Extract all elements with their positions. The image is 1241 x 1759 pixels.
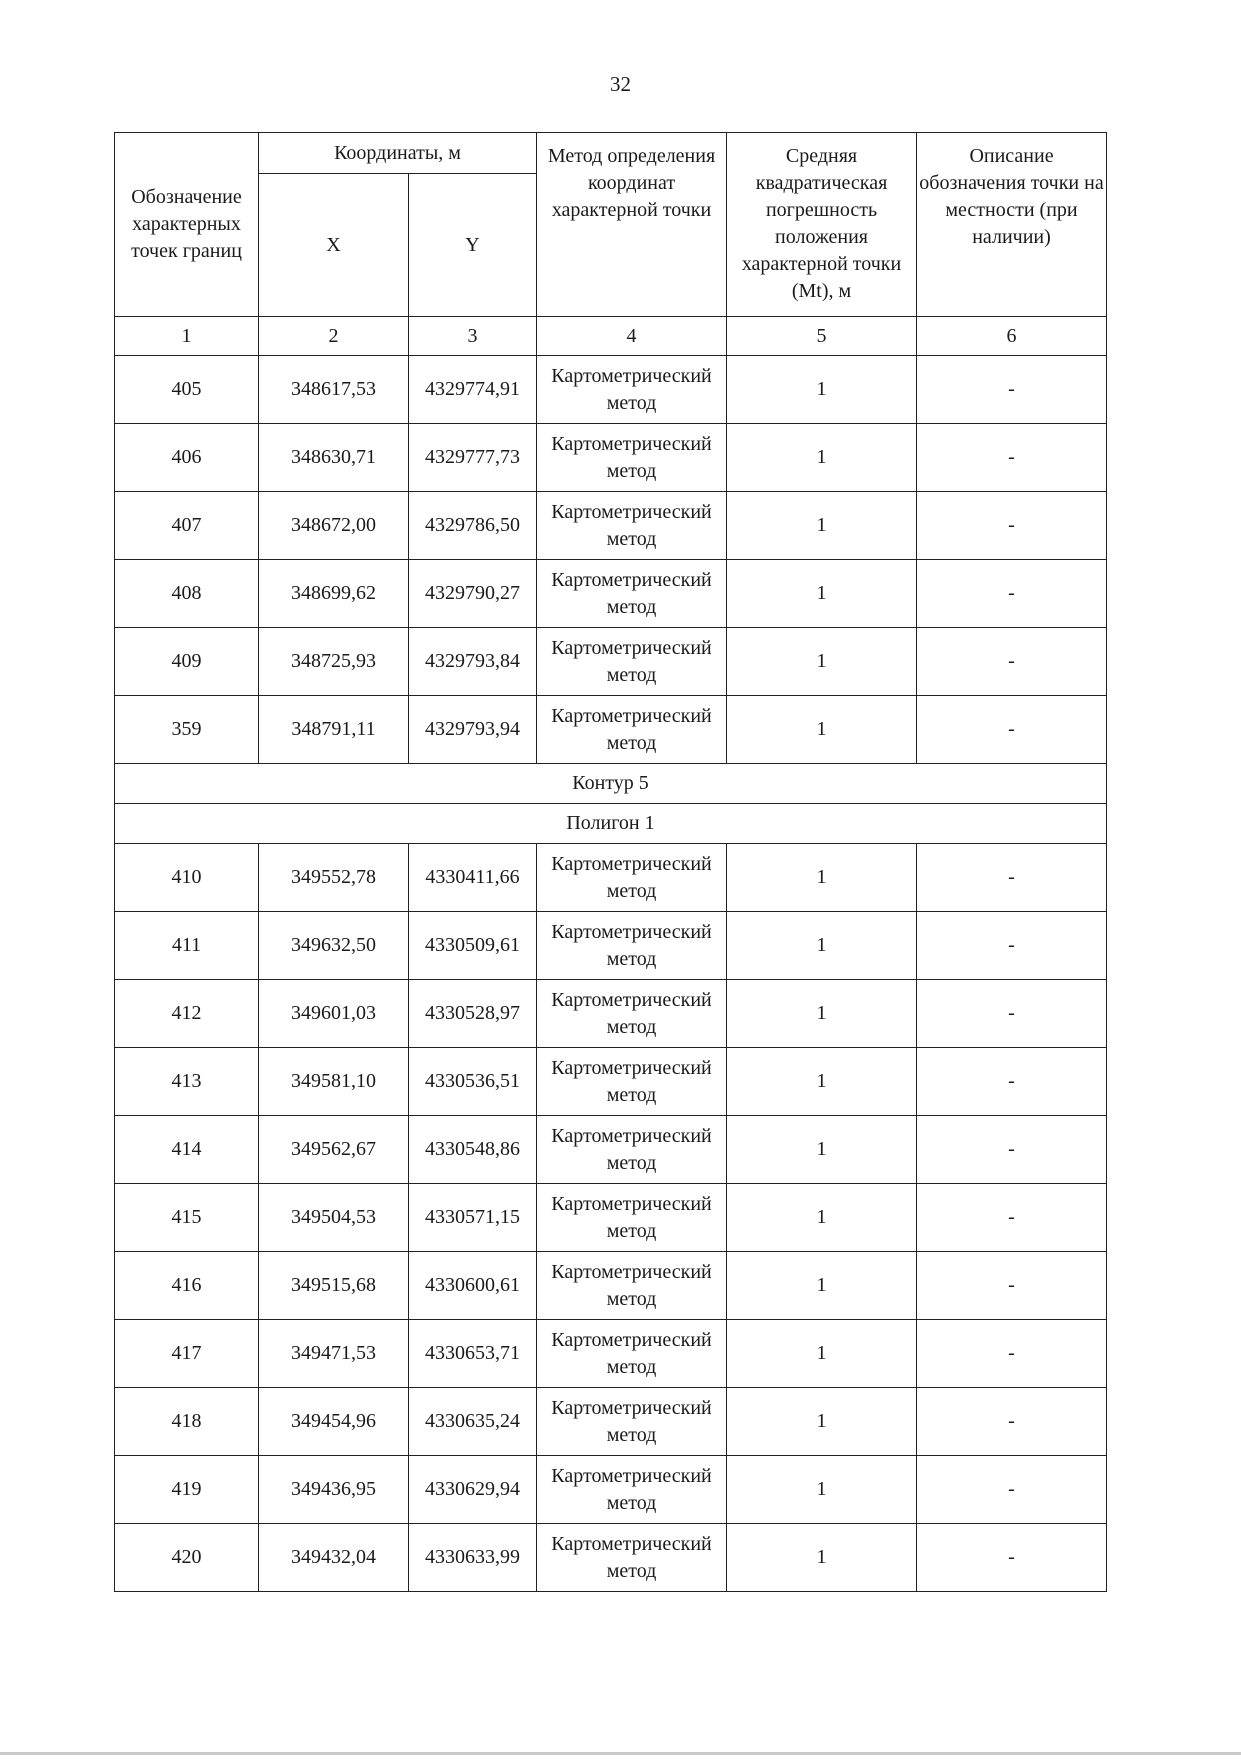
method-cell xyxy=(537,1116,727,1184)
point-number-cell: 420 xyxy=(115,1524,259,1592)
x-coordinate-cell: 349632,50 xyxy=(259,912,409,980)
method-line1: Картометрический xyxy=(551,1532,712,1555)
polygon-row xyxy=(115,804,1107,844)
error-cell: 1 xyxy=(727,696,917,764)
method-cell xyxy=(537,1252,727,1320)
x-coordinate-cell: 348791,11 xyxy=(259,696,409,764)
x-coordinate-cell: 349471,53 xyxy=(259,1320,409,1388)
error-cell: 1 xyxy=(727,1048,917,1116)
x-coordinate-cell: 349515,68 xyxy=(259,1252,409,1320)
y-coordinate-cell: 4330635,24 xyxy=(409,1388,537,1456)
table-section-labels xyxy=(115,764,1107,844)
method-cell xyxy=(537,628,727,696)
description-cell: - xyxy=(917,980,1107,1048)
point-number-cell: 415 xyxy=(115,1184,259,1252)
point-number-cell: 417 xyxy=(115,1320,259,1388)
point-number-cell: 406 xyxy=(115,424,259,492)
description-cell: - xyxy=(917,1116,1107,1184)
table-row xyxy=(115,1048,1107,1116)
description-cell: - xyxy=(917,1456,1107,1524)
y-coordinate-cell: 4329793,94 xyxy=(409,696,537,764)
y-coordinate-cell: 4329774,91 xyxy=(409,356,537,424)
method-line1: Картометрический xyxy=(551,1260,712,1283)
y-coordinate-cell: 4330528,97 xyxy=(409,980,537,1048)
x-coordinate-cell: 349552,78 xyxy=(259,844,409,912)
point-number-cell: 412 xyxy=(115,980,259,1048)
method-line2: метод xyxy=(606,391,657,414)
header-mean-square-error: Средняя квадратическая погрешность положения характерной точки (Mt), м xyxy=(727,133,917,317)
y-coordinate-cell: 4330600,61 xyxy=(409,1252,537,1320)
description-cell: - xyxy=(917,1524,1107,1592)
method-cell xyxy=(537,356,727,424)
description-cell: - xyxy=(917,912,1107,980)
y-coordinate-cell: 4330653,71 xyxy=(409,1320,537,1388)
method-line2: метод xyxy=(606,1559,657,1582)
point-number-cell: 414 xyxy=(115,1116,259,1184)
method-line1: Картометрический xyxy=(551,432,712,455)
method-cell xyxy=(537,1048,727,1116)
table-row xyxy=(115,696,1107,764)
table-row xyxy=(115,912,1107,980)
method-line1: Картометрический xyxy=(551,636,712,659)
y-coordinate-cell: 4330633,99 xyxy=(409,1524,537,1592)
method-line2: метод xyxy=(606,1491,657,1514)
description-cell: - xyxy=(917,628,1107,696)
error-cell: 1 xyxy=(727,980,917,1048)
error-cell: 1 xyxy=(727,1320,917,1388)
table-row xyxy=(115,844,1107,912)
point-number-cell: 407 xyxy=(115,492,259,560)
column-number: 1 xyxy=(115,317,259,356)
method-cell xyxy=(537,1184,727,1252)
column-numbers-row xyxy=(115,317,1107,356)
table-row xyxy=(115,560,1107,628)
method-line2: метод xyxy=(606,1423,657,1446)
description-cell: - xyxy=(917,424,1107,492)
error-cell: 1 xyxy=(727,1456,917,1524)
method-cell xyxy=(537,560,727,628)
method-line1: Картометрический xyxy=(551,1192,712,1215)
description-cell: - xyxy=(917,1048,1107,1116)
description-cell: - xyxy=(917,696,1107,764)
method-line1: Картометрический xyxy=(551,1396,712,1419)
method-line1: Картометрический xyxy=(551,852,712,875)
y-coordinate-cell: 4330548,86 xyxy=(409,1116,537,1184)
x-coordinate-cell: 348725,93 xyxy=(259,628,409,696)
x-coordinate-cell: 348672,00 xyxy=(259,492,409,560)
column-number: 3 xyxy=(409,317,537,356)
y-coordinate-cell: 4330536,51 xyxy=(409,1048,537,1116)
method-line2: метод xyxy=(606,1151,657,1174)
method-line2: метод xyxy=(606,663,657,686)
description-cell: - xyxy=(917,1320,1107,1388)
table-row xyxy=(115,492,1107,560)
y-coordinate-cell: 4329786,50 xyxy=(409,492,537,560)
method-cell xyxy=(537,1388,727,1456)
y-coordinate-cell: 4330411,66 xyxy=(409,844,537,912)
method-cell xyxy=(537,980,727,1048)
header-point-description: Описание обозначения точки на местности (при наличии) xyxy=(917,133,1107,317)
column-number: 2 xyxy=(259,317,409,356)
method-cell xyxy=(537,912,727,980)
table-body-part1 xyxy=(115,356,1107,764)
error-cell: 1 xyxy=(727,1116,917,1184)
point-number-cell: 409 xyxy=(115,628,259,696)
column-number: 5 xyxy=(727,317,917,356)
method-line1: Картометрический xyxy=(551,568,712,591)
description-cell: - xyxy=(917,1184,1107,1252)
point-number-cell: 418 xyxy=(115,1388,259,1456)
description-cell: - xyxy=(917,560,1107,628)
point-number-cell: 413 xyxy=(115,1048,259,1116)
point-number-cell: 408 xyxy=(115,560,259,628)
header-point-designation: Обозначение характерных точек границ xyxy=(115,133,259,317)
method-cell xyxy=(537,696,727,764)
method-cell xyxy=(537,492,727,560)
y-coordinate-cell: 4330571,15 xyxy=(409,1184,537,1252)
table-row xyxy=(115,628,1107,696)
point-number-cell: 419 xyxy=(115,1456,259,1524)
page-number: 32 xyxy=(610,72,631,96)
method-line1: Картометрический xyxy=(551,1056,712,1079)
error-cell: 1 xyxy=(727,628,917,696)
error-cell: 1 xyxy=(727,1524,917,1592)
point-number-cell: 405 xyxy=(115,356,259,424)
method-line1: Картометрический xyxy=(551,704,712,727)
table-row xyxy=(115,980,1107,1048)
table-row xyxy=(115,1388,1107,1456)
error-cell: 1 xyxy=(727,844,917,912)
method-line2: метод xyxy=(606,947,657,970)
x-coordinate-cell: 349562,67 xyxy=(259,1116,409,1184)
error-cell: 1 xyxy=(727,1252,917,1320)
scan-edge-line xyxy=(0,1752,1241,1755)
table-row xyxy=(115,424,1107,492)
method-line2: метод xyxy=(606,527,657,550)
x-coordinate-cell: 349581,10 xyxy=(259,1048,409,1116)
method-line2: метод xyxy=(606,1287,657,1310)
x-coordinate-cell: 348699,62 xyxy=(259,560,409,628)
y-coordinate-cell: 4329790,27 xyxy=(409,560,537,628)
header-method: Метод определения координат характерной точки xyxy=(537,133,727,317)
method-line2: метод xyxy=(606,459,657,482)
coordinates-table xyxy=(114,132,1107,1592)
description-cell: - xyxy=(917,492,1107,560)
table-row xyxy=(115,1320,1107,1388)
x-coordinate-cell: 349436,95 xyxy=(259,1456,409,1524)
method-line2: метод xyxy=(606,595,657,618)
table-row xyxy=(115,1116,1107,1184)
y-coordinate-cell: 4330509,61 xyxy=(409,912,537,980)
error-cell: 1 xyxy=(727,1184,917,1252)
header-coordinates: Координаты, м xyxy=(259,133,537,174)
column-number: 4 xyxy=(537,317,727,356)
error-cell: 1 xyxy=(727,424,917,492)
polygon-label: Полигон 1 xyxy=(115,804,1107,844)
method-line2: метод xyxy=(606,879,657,902)
header-x: X xyxy=(259,174,409,317)
x-coordinate-cell: 348617,53 xyxy=(259,356,409,424)
point-number-cell: 410 xyxy=(115,844,259,912)
error-cell: 1 xyxy=(727,560,917,628)
y-coordinate-cell: 4329793,84 xyxy=(409,628,537,696)
y-coordinate-cell: 4329777,73 xyxy=(409,424,537,492)
description-cell: - xyxy=(917,844,1107,912)
point-number-cell: 359 xyxy=(115,696,259,764)
method-line1: Картометрический xyxy=(551,988,712,1011)
method-line2: метод xyxy=(606,1015,657,1038)
method-line1: Картометрический xyxy=(551,364,712,387)
method-cell xyxy=(537,1524,727,1592)
method-line1: Картометрический xyxy=(551,1124,712,1147)
x-coordinate-cell: 349454,96 xyxy=(259,1388,409,1456)
method-cell xyxy=(537,424,727,492)
method-line1: Картометрический xyxy=(551,1328,712,1351)
method-cell xyxy=(537,1320,727,1388)
point-number-cell: 411 xyxy=(115,912,259,980)
table-body-part2 xyxy=(115,844,1107,1592)
table-row xyxy=(115,1524,1107,1592)
error-cell: 1 xyxy=(727,1388,917,1456)
method-line2: метод xyxy=(606,1355,657,1378)
method-cell xyxy=(537,1456,727,1524)
description-cell: - xyxy=(917,1388,1107,1456)
description-cell: - xyxy=(917,356,1107,424)
table-row xyxy=(115,1456,1107,1524)
method-line2: метод xyxy=(606,1219,657,1242)
column-number: 6 xyxy=(917,317,1107,356)
method-cell xyxy=(537,844,727,912)
header-y: Y xyxy=(409,174,537,317)
point-number-cell: 416 xyxy=(115,1252,259,1320)
table-row xyxy=(115,1184,1107,1252)
x-coordinate-cell: 349504,53 xyxy=(259,1184,409,1252)
method-line1: Картометрический xyxy=(551,920,712,943)
error-cell: 1 xyxy=(727,356,917,424)
method-line2: метод xyxy=(606,1083,657,1106)
x-coordinate-cell: 348630,71 xyxy=(259,424,409,492)
y-coordinate-cell: 4330629,94 xyxy=(409,1456,537,1524)
contour-label: Контур 5 xyxy=(115,764,1107,804)
method-line1: Картометрический xyxy=(551,500,712,523)
method-line2: метод xyxy=(606,731,657,754)
error-cell: 1 xyxy=(727,492,917,560)
x-coordinate-cell: 349432,04 xyxy=(259,1524,409,1592)
error-cell: 1 xyxy=(727,912,917,980)
x-coordinate-cell: 349601,03 xyxy=(259,980,409,1048)
table-row xyxy=(115,1252,1107,1320)
table-row xyxy=(115,356,1107,424)
description-cell: - xyxy=(917,1252,1107,1320)
contour-row xyxy=(115,764,1107,804)
method-line1: Картометрический xyxy=(551,1464,712,1487)
